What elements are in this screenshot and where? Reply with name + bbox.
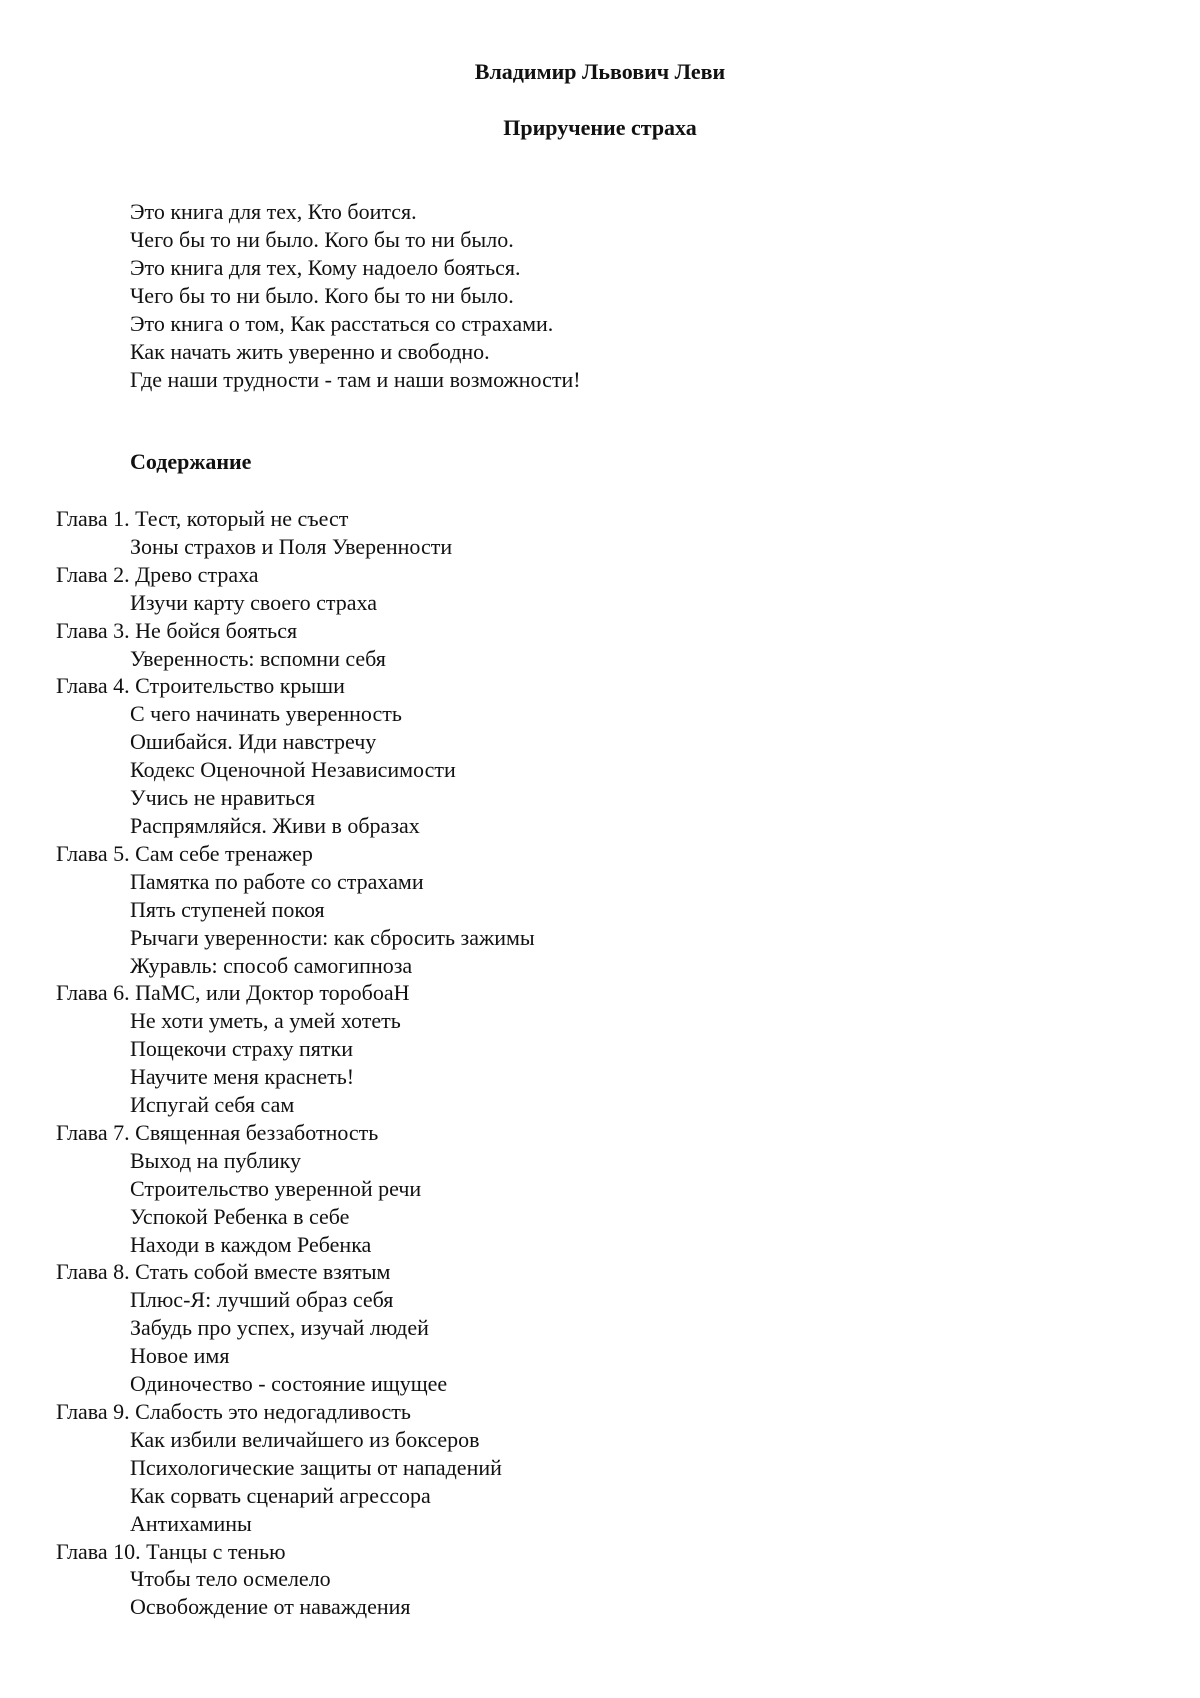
toc-section: Уверенность: вспомни себя	[130, 645, 386, 671]
toc-section: Освобождение от наваждения	[130, 1594, 411, 1620]
toc-chapter: Глава 10. Танцы с тенью	[56, 1538, 286, 1564]
toc-section: Антихамины	[130, 1510, 252, 1536]
toc-section: Новое имя	[130, 1343, 230, 1369]
toc-section: Забудь про успех, изучай людей	[130, 1315, 429, 1341]
toc-section: Изучи карту своего страха	[130, 589, 378, 615]
epigraph-line: Как начать жить уверенно и свободно.	[130, 339, 490, 364]
author-name: Владимир Львович Леви	[474, 59, 726, 84]
toc-section: Как избили величайшего из боксеров	[130, 1426, 480, 1452]
toc-section: Находи в каждом Ребенка	[130, 1231, 372, 1257]
toc-chapter: Глава 2. Древо страха	[56, 561, 259, 587]
toc-section: Пощекочи страху пятки	[130, 1036, 353, 1062]
epigraph	[130, 198, 581, 394]
toc-section: Научите меня краснеть!	[130, 1064, 355, 1090]
epigraph-line: Чего бы то ни было. Кого бы то ни было.	[130, 283, 514, 308]
toc-section: Одиночество - состояние ищущее	[130, 1371, 448, 1397]
toc-chapter: Глава 6. ПаМС, или Доктор торобоаН	[56, 980, 410, 1006]
toc-section: С чего начинать уверенность	[130, 701, 402, 727]
toc-section: Испугай себя сам	[130, 1092, 295, 1118]
toc-chapter: Глава 5. Сам себе тренажер	[56, 840, 313, 866]
toc-section: Пять ступеней покоя	[130, 896, 325, 922]
toc-section: Выход на публику	[130, 1147, 301, 1173]
epigraph-line: Это книга о том, Как расстаться со страхами.	[130, 311, 554, 336]
toc-chapter: Глава 7. Священная беззаботность	[56, 1119, 379, 1145]
toc-section: Ошибайся. Иди навстречу	[130, 729, 377, 755]
table-of-contents	[56, 505, 535, 1621]
toc-section: Кодекс Оценочной Независимости	[130, 757, 456, 783]
toc-section: Зоны страхов и Поля Уверенности	[130, 533, 453, 559]
toc-heading: Содержание	[130, 449, 252, 474]
toc-section: Не хоти уметь, а умей хотеть	[130, 1008, 401, 1034]
epigraph-line: Чего бы то ни было. Кого бы то ни было.	[130, 227, 514, 252]
toc-section: Психологические защиты от нападений	[130, 1454, 502, 1480]
epigraph-line: Где наши трудности - там и наши возможности!	[130, 367, 581, 392]
toc-chapter: Глава 9. Слабость это недогадливость	[56, 1399, 411, 1424]
toc-chapter: Глава 4. Строительство крыши	[56, 673, 345, 699]
toc-section: Чтобы тело осмелело	[130, 1566, 331, 1592]
toc-section: Рычаги уверенности: как сбросить зажимы	[130, 924, 535, 950]
toc-section: Как сорвать сценарий агрессора	[130, 1482, 431, 1508]
toc-section: Журавль: способ самогипноза	[130, 952, 413, 978]
toc-section: Памятка по работе со страхами	[130, 868, 424, 894]
toc-chapter: Глава 1. Тест, который не съест	[56, 506, 349, 531]
book-title: Приручение страха	[503, 115, 697, 140]
epigraph-line: Это книга для тех, Кому надоело бояться.	[130, 255, 521, 280]
toc-section: Строительство уверенной речи	[130, 1175, 422, 1201]
toc-section: Успокой Ребенка в себе	[130, 1203, 350, 1229]
toc-chapter: Глава 3. Не бойся бояться	[56, 617, 298, 643]
epigraph-line: Это книга для тех, Кто боится.	[130, 199, 417, 224]
toc-chapter: Глава 8. Стать собой вместе взятым	[56, 1259, 391, 1285]
toc-section: Распрямляйся. Живи в образах	[130, 812, 420, 838]
toc-section: Плюс-Я: лучший образ себя	[130, 1287, 394, 1313]
toc-section: Учись не нравиться	[130, 785, 315, 811]
